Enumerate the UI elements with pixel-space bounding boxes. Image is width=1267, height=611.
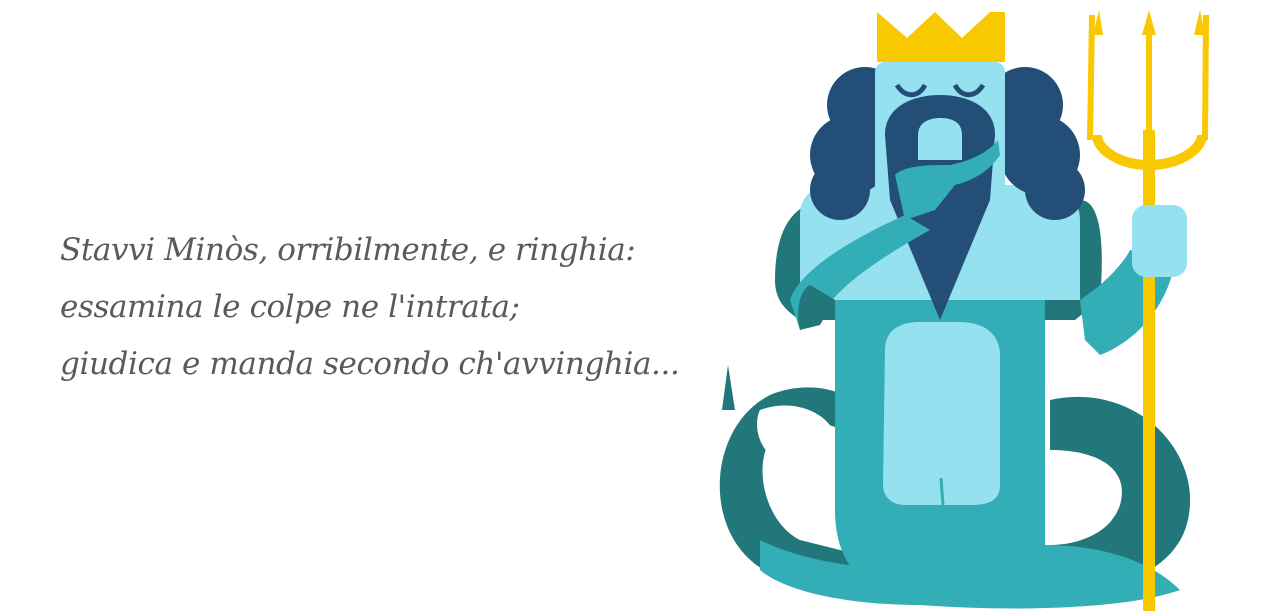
right-hand: [1132, 205, 1187, 277]
crown: [877, 12, 1005, 62]
minos-illustration: [700, 0, 1267, 611]
belly: [883, 322, 1000, 505]
verse-line-1: Stavvi Minòs, orribilmente, e ringhia:: [60, 232, 636, 268]
verse-line-3: giudica e manda secondo ch'avvinghia...: [60, 346, 680, 382]
verse-text: [60, 222, 680, 393]
verse-line-2: essamina le colpe ne l'intrata;: [60, 289, 520, 325]
